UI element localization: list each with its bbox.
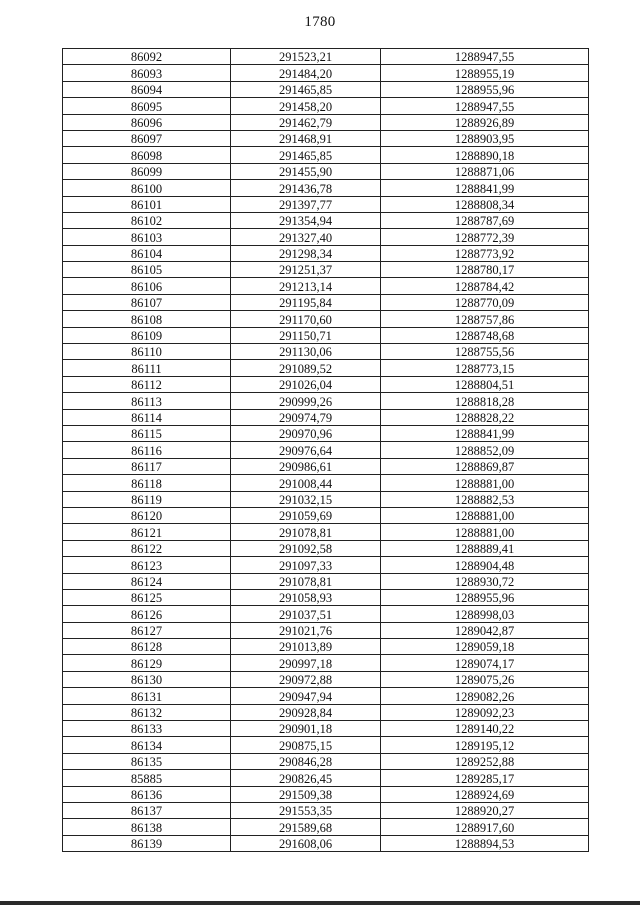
point-number-cell: 86099 xyxy=(63,163,231,179)
x-coordinate-cell: 291458,20 xyxy=(231,98,381,114)
point-number-cell: 86097 xyxy=(63,130,231,146)
table-row xyxy=(63,704,589,720)
point-number-cell: 86122 xyxy=(63,540,231,556)
point-number-cell: 86093 xyxy=(63,65,231,81)
point-number-cell: 85885 xyxy=(63,770,231,786)
table-row xyxy=(63,360,589,376)
point-number-cell: 86116 xyxy=(63,442,231,458)
point-number-cell: 86098 xyxy=(63,147,231,163)
table-row xyxy=(63,147,589,163)
point-number-cell: 86092 xyxy=(63,49,231,65)
table-row xyxy=(63,393,589,409)
table-row xyxy=(63,835,589,851)
point-number-cell: 86108 xyxy=(63,311,231,327)
y-coordinate-cell: 1288841,99 xyxy=(381,425,589,441)
point-number-cell: 86115 xyxy=(63,425,231,441)
point-number-cell: 86112 xyxy=(63,376,231,392)
point-number-cell: 86118 xyxy=(63,475,231,491)
x-coordinate-cell: 291092,58 xyxy=(231,540,381,556)
table-row xyxy=(63,245,589,261)
x-coordinate-cell: 291484,20 xyxy=(231,65,381,81)
point-number-cell: 86131 xyxy=(63,688,231,704)
x-coordinate-cell: 291436,78 xyxy=(231,180,381,196)
y-coordinate-cell: 1288889,41 xyxy=(381,540,589,556)
y-coordinate-cell: 1288881,00 xyxy=(381,475,589,491)
point-number-cell: 86139 xyxy=(63,835,231,851)
y-coordinate-cell: 1288955,96 xyxy=(381,81,589,97)
table-row xyxy=(63,344,589,360)
y-coordinate-cell: 1288955,96 xyxy=(381,589,589,605)
table-row xyxy=(63,557,589,573)
table-row xyxy=(63,524,589,540)
x-coordinate-cell: 291553,35 xyxy=(231,802,381,818)
point-number-cell: 86124 xyxy=(63,573,231,589)
x-coordinate-cell: 290947,94 xyxy=(231,688,381,704)
y-coordinate-cell: 1288818,28 xyxy=(381,393,589,409)
table-row xyxy=(63,507,589,523)
table-row xyxy=(63,311,589,327)
table-row xyxy=(63,81,589,97)
x-coordinate-cell: 291468,91 xyxy=(231,130,381,146)
y-coordinate-cell: 1289075,26 xyxy=(381,671,589,687)
point-number-cell: 86128 xyxy=(63,639,231,655)
point-number-cell: 86096 xyxy=(63,114,231,130)
point-number-cell: 86138 xyxy=(63,819,231,835)
table-row xyxy=(63,786,589,802)
y-coordinate-cell: 1289140,22 xyxy=(381,721,589,737)
y-coordinate-cell: 1288904,48 xyxy=(381,557,589,573)
y-coordinate-cell: 1288930,72 xyxy=(381,573,589,589)
table-row xyxy=(63,196,589,212)
y-coordinate-cell: 1288955,19 xyxy=(381,65,589,81)
point-number-cell: 86123 xyxy=(63,557,231,573)
point-number-cell: 86134 xyxy=(63,737,231,753)
y-coordinate-cell: 1288882,53 xyxy=(381,491,589,507)
x-coordinate-cell: 291465,85 xyxy=(231,147,381,163)
point-number-cell: 86120 xyxy=(63,507,231,523)
point-number-cell: 86109 xyxy=(63,327,231,343)
table-body xyxy=(63,49,589,852)
y-coordinate-cell: 1288894,53 xyxy=(381,835,589,851)
table-row xyxy=(63,671,589,687)
point-number-cell: 86136 xyxy=(63,786,231,802)
table-row xyxy=(63,655,589,671)
x-coordinate-cell: 290974,79 xyxy=(231,409,381,425)
point-number-cell: 86094 xyxy=(63,81,231,97)
x-coordinate-cell: 291097,33 xyxy=(231,557,381,573)
table-row xyxy=(63,180,589,196)
point-number-cell: 86137 xyxy=(63,802,231,818)
table-row xyxy=(63,49,589,65)
table-row xyxy=(63,65,589,81)
y-coordinate-cell: 1288773,92 xyxy=(381,245,589,261)
table-row xyxy=(63,753,589,769)
point-number-cell: 86113 xyxy=(63,393,231,409)
table-row xyxy=(63,376,589,392)
y-coordinate-cell: 1289042,87 xyxy=(381,622,589,638)
x-coordinate-cell: 290928,84 xyxy=(231,704,381,720)
x-coordinate-cell: 291465,85 xyxy=(231,81,381,97)
table-row xyxy=(63,442,589,458)
x-coordinate-cell: 291078,81 xyxy=(231,524,381,540)
x-coordinate-cell: 290970,96 xyxy=(231,425,381,441)
table-row xyxy=(63,458,589,474)
x-coordinate-cell: 290997,18 xyxy=(231,655,381,671)
point-number-cell: 86105 xyxy=(63,262,231,278)
x-coordinate-cell: 290901,18 xyxy=(231,721,381,737)
point-number-cell: 86106 xyxy=(63,278,231,294)
point-number-cell: 86103 xyxy=(63,229,231,245)
table-row xyxy=(63,294,589,310)
x-coordinate-cell: 291509,38 xyxy=(231,786,381,802)
x-coordinate-cell: 291397,77 xyxy=(231,196,381,212)
x-coordinate-cell: 291251,37 xyxy=(231,262,381,278)
point-number-cell: 86100 xyxy=(63,180,231,196)
y-coordinate-cell: 1288748,68 xyxy=(381,327,589,343)
y-coordinate-cell: 1288947,55 xyxy=(381,49,589,65)
y-coordinate-cell: 1288772,39 xyxy=(381,229,589,245)
table-row xyxy=(63,721,589,737)
x-coordinate-cell: 291058,93 xyxy=(231,589,381,605)
table-row xyxy=(63,327,589,343)
x-coordinate-cell: 291021,76 xyxy=(231,622,381,638)
table-row xyxy=(63,229,589,245)
y-coordinate-cell: 1288755,56 xyxy=(381,344,589,360)
x-coordinate-cell: 291195,84 xyxy=(231,294,381,310)
table-row xyxy=(63,606,589,622)
table-row xyxy=(63,98,589,114)
table-row xyxy=(63,770,589,786)
y-coordinate-cell: 1288926,89 xyxy=(381,114,589,130)
point-number-cell: 86107 xyxy=(63,294,231,310)
point-number-cell: 86095 xyxy=(63,98,231,114)
x-coordinate-cell: 291213,14 xyxy=(231,278,381,294)
table-row xyxy=(63,622,589,638)
x-coordinate-cell: 291130,06 xyxy=(231,344,381,360)
y-coordinate-cell: 1288780,17 xyxy=(381,262,589,278)
x-coordinate-cell: 291089,52 xyxy=(231,360,381,376)
table-row xyxy=(63,688,589,704)
y-coordinate-cell: 1289285,17 xyxy=(381,770,589,786)
table-row xyxy=(63,212,589,228)
y-coordinate-cell: 1288757,86 xyxy=(381,311,589,327)
y-coordinate-cell: 1289074,17 xyxy=(381,655,589,671)
point-number-cell: 86133 xyxy=(63,721,231,737)
page-number: 1780 xyxy=(304,14,336,30)
table-row xyxy=(63,114,589,130)
y-coordinate-cell: 1288770,09 xyxy=(381,294,589,310)
point-number-cell: 86135 xyxy=(63,753,231,769)
y-coordinate-cell: 1288903,95 xyxy=(381,130,589,146)
table-row xyxy=(63,573,589,589)
y-coordinate-cell: 1288808,34 xyxy=(381,196,589,212)
table-row xyxy=(63,425,589,441)
table-row xyxy=(63,491,589,507)
scan-edge xyxy=(0,901,640,905)
point-number-cell: 86130 xyxy=(63,671,231,687)
x-coordinate-cell: 291589,68 xyxy=(231,819,381,835)
point-number-cell: 86126 xyxy=(63,606,231,622)
table-row xyxy=(63,802,589,818)
point-number-cell: 86117 xyxy=(63,458,231,474)
table-row xyxy=(63,475,589,491)
y-coordinate-cell: 1288920,27 xyxy=(381,802,589,818)
x-coordinate-cell: 291523,21 xyxy=(231,49,381,65)
x-coordinate-cell: 291608,06 xyxy=(231,835,381,851)
y-coordinate-cell: 1288947,55 xyxy=(381,98,589,114)
point-number-cell: 86121 xyxy=(63,524,231,540)
y-coordinate-cell: 1289092,23 xyxy=(381,704,589,720)
x-coordinate-cell: 291013,89 xyxy=(231,639,381,655)
x-coordinate-cell: 291026,04 xyxy=(231,376,381,392)
y-coordinate-cell: 1288869,87 xyxy=(381,458,589,474)
point-number-cell: 86114 xyxy=(63,409,231,425)
coordinates-table xyxy=(62,48,589,852)
y-coordinate-cell: 1288881,00 xyxy=(381,507,589,523)
table-row xyxy=(63,589,589,605)
x-coordinate-cell: 290986,61 xyxy=(231,458,381,474)
x-coordinate-cell: 291032,15 xyxy=(231,491,381,507)
y-coordinate-cell: 1288881,00 xyxy=(381,524,589,540)
point-number-cell: 86104 xyxy=(63,245,231,261)
x-coordinate-cell: 291354,94 xyxy=(231,212,381,228)
y-coordinate-cell: 1288998,03 xyxy=(381,606,589,622)
x-coordinate-cell: 291008,44 xyxy=(231,475,381,491)
point-number-cell: 86132 xyxy=(63,704,231,720)
y-coordinate-cell: 1288890,18 xyxy=(381,147,589,163)
point-number-cell: 86127 xyxy=(63,622,231,638)
y-coordinate-cell: 1288828,22 xyxy=(381,409,589,425)
y-coordinate-cell: 1289082,26 xyxy=(381,688,589,704)
point-number-cell: 86110 xyxy=(63,344,231,360)
y-coordinate-cell: 1288773,15 xyxy=(381,360,589,376)
x-coordinate-cell: 291327,40 xyxy=(231,229,381,245)
table-row xyxy=(63,409,589,425)
y-coordinate-cell: 1288924,69 xyxy=(381,786,589,802)
y-coordinate-cell: 1289195,12 xyxy=(381,737,589,753)
x-coordinate-cell: 291462,79 xyxy=(231,114,381,130)
x-coordinate-cell: 290999,26 xyxy=(231,393,381,409)
point-number-cell: 86111 xyxy=(63,360,231,376)
x-coordinate-cell: 291037,51 xyxy=(231,606,381,622)
y-coordinate-cell: 1289059,18 xyxy=(381,639,589,655)
y-coordinate-cell: 1288852,09 xyxy=(381,442,589,458)
x-coordinate-cell: 291059,69 xyxy=(231,507,381,523)
y-coordinate-cell: 1288871,06 xyxy=(381,163,589,179)
x-coordinate-cell: 290826,45 xyxy=(231,770,381,786)
y-coordinate-cell: 1289252,88 xyxy=(381,753,589,769)
table-row xyxy=(63,737,589,753)
table-row xyxy=(63,540,589,556)
x-coordinate-cell: 290846,28 xyxy=(231,753,381,769)
x-coordinate-cell: 290972,88 xyxy=(231,671,381,687)
point-number-cell: 86101 xyxy=(63,196,231,212)
y-coordinate-cell: 1288917,60 xyxy=(381,819,589,835)
x-coordinate-cell: 291455,90 xyxy=(231,163,381,179)
y-coordinate-cell: 1288787,69 xyxy=(381,212,589,228)
table-row xyxy=(63,163,589,179)
x-coordinate-cell: 291150,71 xyxy=(231,327,381,343)
y-coordinate-cell: 1288841,99 xyxy=(381,180,589,196)
x-coordinate-cell: 291298,34 xyxy=(231,245,381,261)
x-coordinate-cell: 291170,60 xyxy=(231,311,381,327)
point-number-cell: 86125 xyxy=(63,589,231,605)
table-row xyxy=(63,278,589,294)
y-coordinate-cell: 1288804,51 xyxy=(381,376,589,392)
table-row xyxy=(63,130,589,146)
x-coordinate-cell: 290976,64 xyxy=(231,442,381,458)
table-row xyxy=(63,262,589,278)
point-number-cell: 86102 xyxy=(63,212,231,228)
table-row xyxy=(63,639,589,655)
point-number-cell: 86129 xyxy=(63,655,231,671)
table-row xyxy=(63,819,589,835)
point-number-cell: 86119 xyxy=(63,491,231,507)
y-coordinate-cell: 1288784,42 xyxy=(381,278,589,294)
x-coordinate-cell: 291078,81 xyxy=(231,573,381,589)
x-coordinate-cell: 290875,15 xyxy=(231,737,381,753)
